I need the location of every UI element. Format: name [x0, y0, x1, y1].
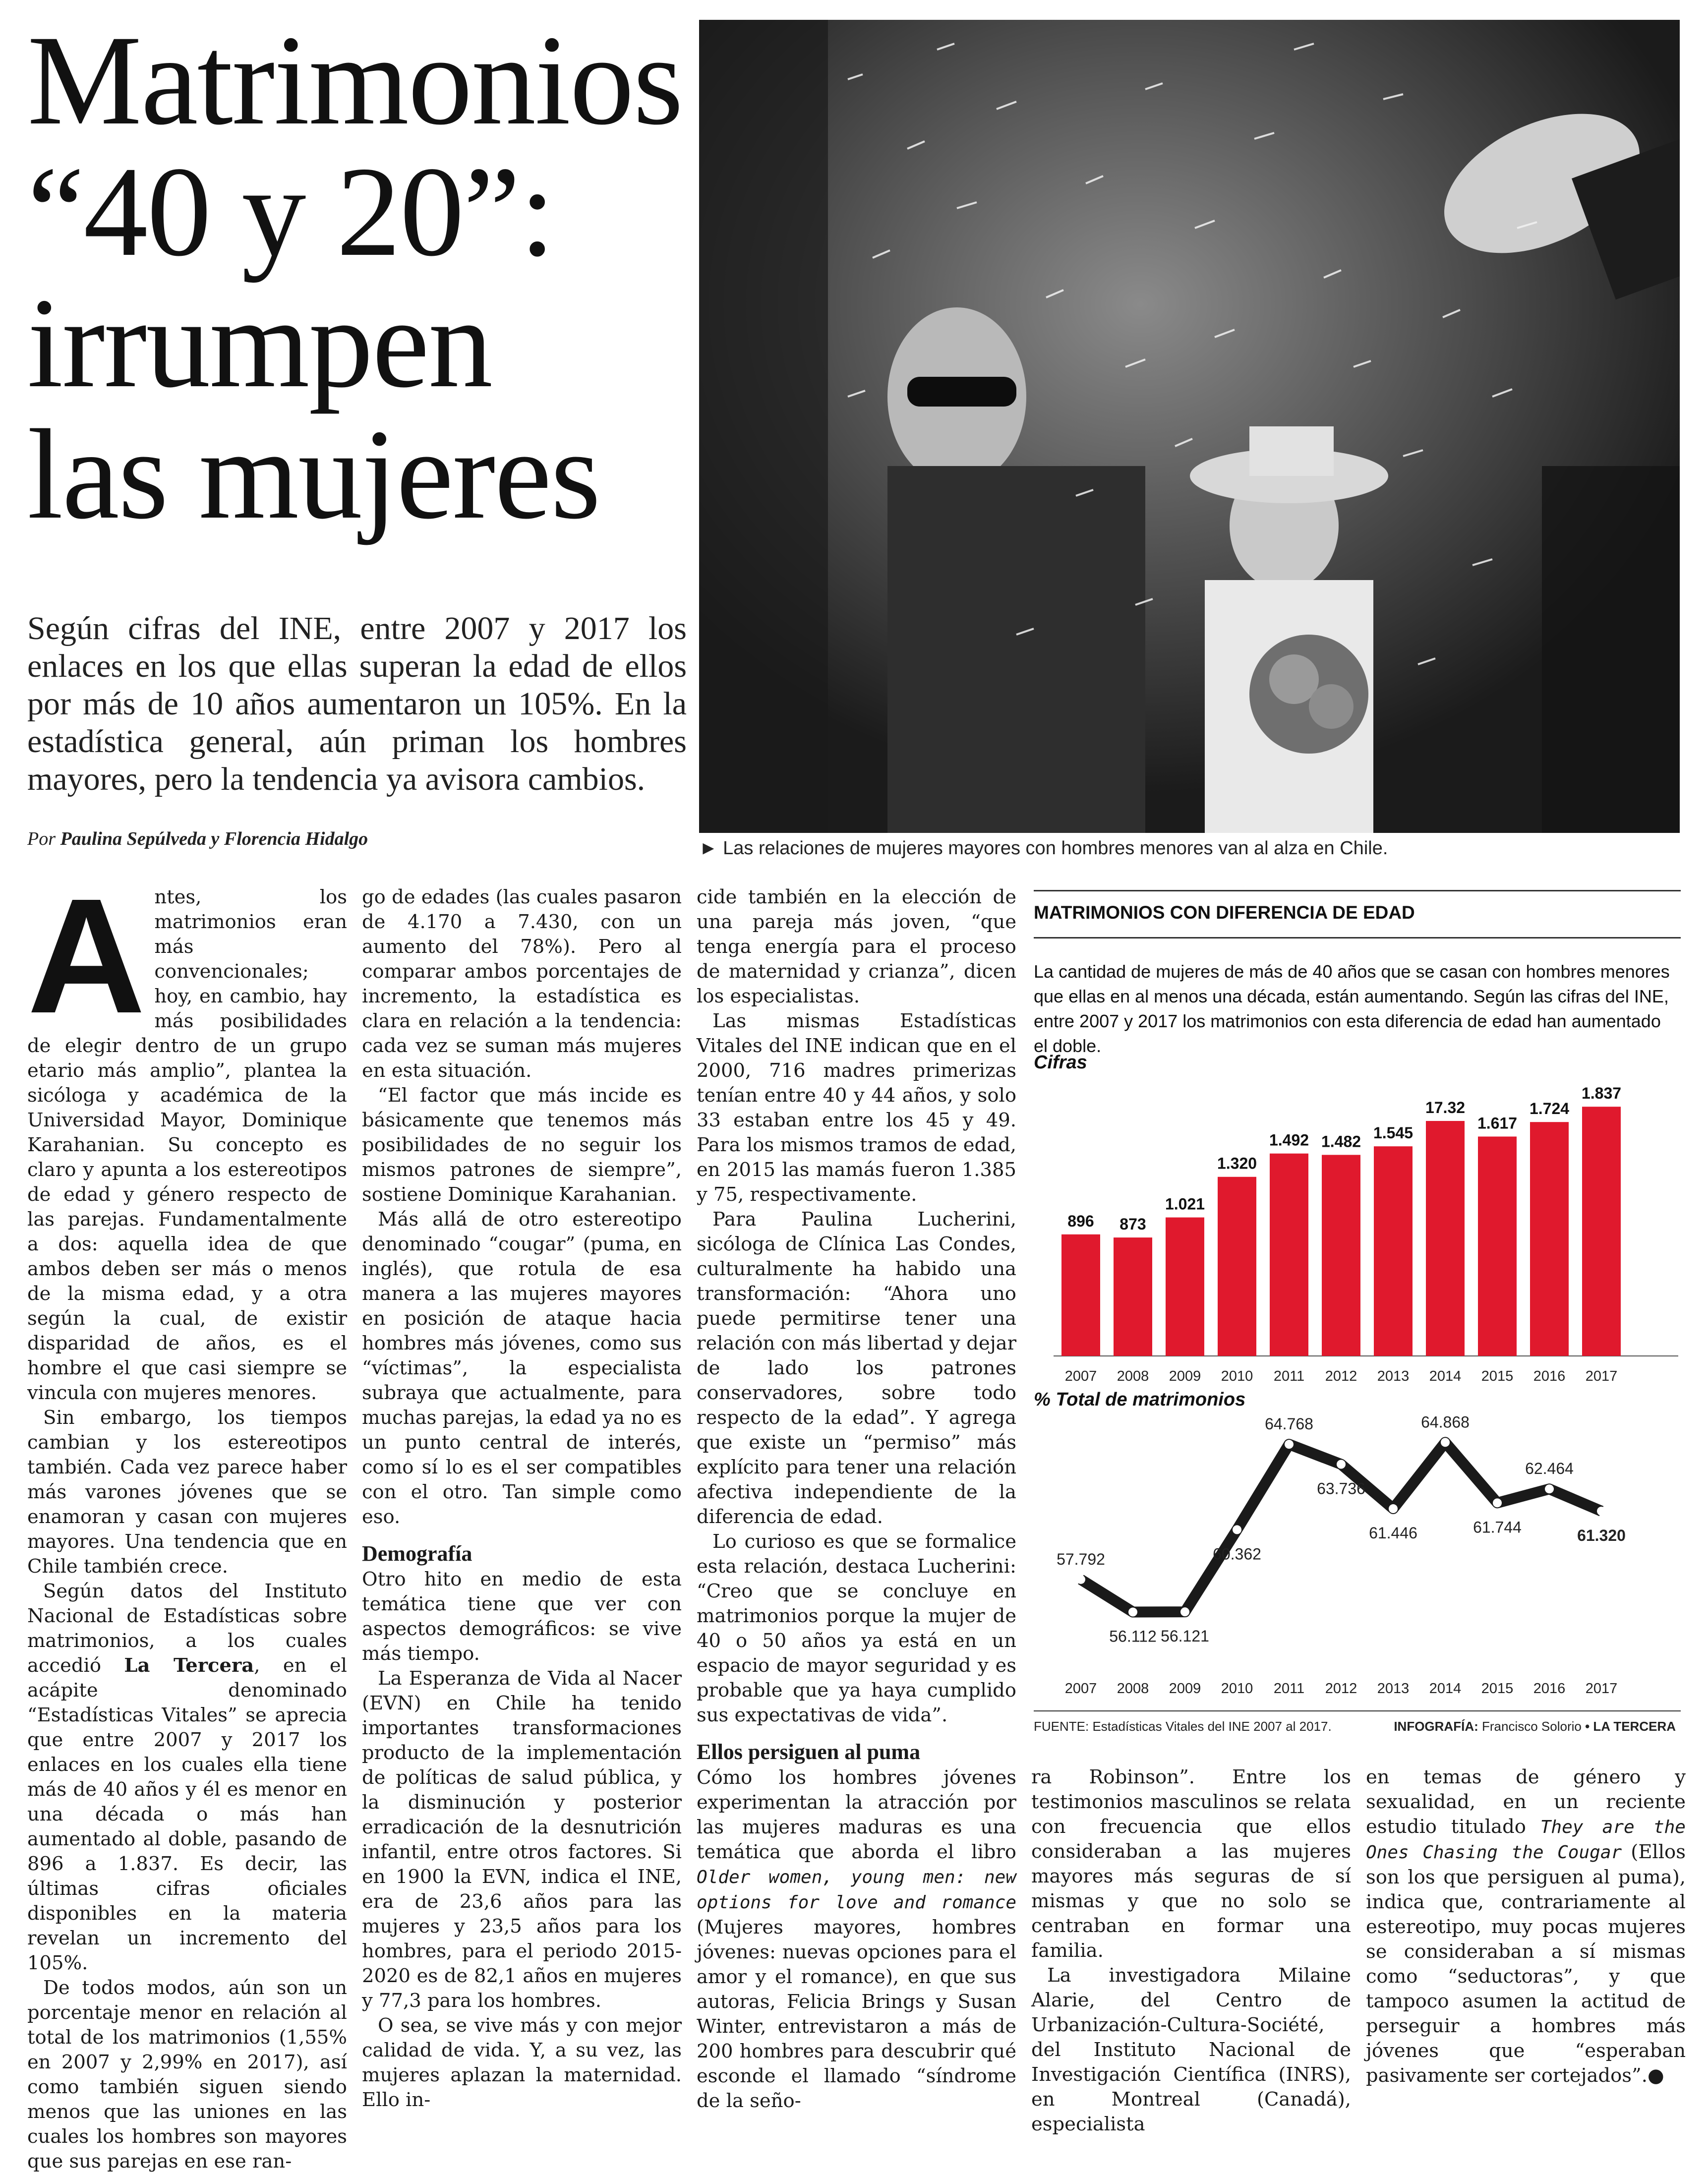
bar-x-tick-label: 2012	[1325, 1368, 1357, 1384]
paragraph: De todos modos, aún son un porcentaje menor en relación al total de los matrimonios (1,55% en 2007 y 2,99% en 2017), así como también siguen siendo menos que las uniones en las cuales los hombres son mayores que sus parejas en ese ran-	[27, 1977, 347, 2173]
bar-x-tick-label: 2017	[1585, 1368, 1618, 1384]
paragraph-text: Según datos del Instituto Nacional de Estadísticas sobre matrimonios, a los cuales accedió	[27, 1580, 347, 1677]
line-x-tick-label: 2012	[1325, 1681, 1357, 1697]
infographic-title: MATRIMONIOS CON DIFERENCIA DE EDAD	[1034, 902, 1415, 923]
infographic-source	[1034, 1719, 1332, 1734]
body-column-2	[362, 885, 682, 2113]
paragraph: Las mismas Estadísticas Vitales del INE indican que en el 2000, 716 madres primerizas tenían entre 40 y 44 años, y solo 33 estaban entre los 45 y 49. Para los mismos tramos de edad, en 2015 las mamás fueron 1.385 y 75, respectivamente.	[697, 1010, 1016, 1206]
bar-x-tick-label: 2015	[1481, 1368, 1514, 1384]
bar-2014	[1426, 1121, 1465, 1356]
line-point-2012	[1337, 1460, 1346, 1469]
headline	[27, 9, 683, 546]
end-mark: ●	[1647, 2064, 1664, 2087]
bar-value-label: 1.724	[1529, 1100, 1570, 1118]
bar-chart-title: Cifras	[1034, 1054, 1087, 1073]
line-value-label: 63.736	[1317, 1479, 1365, 1498]
infographic	[1034, 890, 1681, 1743]
line-value-label: 57.792	[1057, 1550, 1105, 1568]
bar-2011	[1270, 1154, 1308, 1356]
bar-value-label: 17.32	[1425, 1098, 1466, 1116]
wedding-photo-illustration	[699, 20, 1680, 833]
line-value-label: 56.121	[1161, 1627, 1209, 1645]
line-value-label: 62.464	[1525, 1460, 1574, 1478]
paragraph-text: Cómo los hombres jóvenes experimentan la atracción por las mujeres maduras es una temática que aborda el libro	[697, 1766, 1016, 1863]
headline-line: Matrimonios	[27, 9, 683, 152]
line-point-2013	[1389, 1504, 1398, 1513]
body-column-3	[697, 885, 1016, 2114]
paragraph-text: (Mujeres mayores, hombres jóvenes: nuevas opciones para el amor y el romance), en que sus autoras, Felicia Brings y Susan Winter, entrevistaron a más de 200 hombres para descubrir qué esconde el llamado “síndrome de la seño-	[697, 1916, 1016, 2112]
paragraph-text: ntes, los matrimonios eran más convencionales; hoy, en cambio, hay más posibilidades de elegir dentro de un grupo etario más amplio”, plantea la sicóloga y académica de la Universidad Mayor, Dominique Karahanian. Su concepto es claro y apunta a los estereotipos de edad y género respecto de las parejas. Fundamentalmente a dos: aquella idea de que ambos deben ser más o menos de la misma edad, y a otra según la cual, de existir disparidad de años, es el hombre el que casi siempre se vincula con mujeres menores.	[27, 886, 347, 1404]
newspaper-name: La Tercera	[124, 1654, 254, 1677]
line-x-tick-label: 2015	[1481, 1681, 1514, 1697]
infographic-title-rule	[1034, 937, 1681, 939]
bar-2008	[1114, 1237, 1152, 1356]
paragraph-text: , en el acápite denominado “Estadísticas Vitales” se aprecia que entre 2007 y 2017 los enlaces en los cuales ella tiene más de 40 años y él es menor en una década o más han aumentado al doble, pasando de 896 a 1.837. Es decir, las últimas cifras oficiales disponibles en la materia revelan un incremento del 105%.	[27, 1654, 347, 1974]
infographic-description: La cantidad de mujeres de más de 40 años que se casan con hombres menores que ellas en al menos una década, están aumentando. Según las cifras del INE, entre 2007 y 2017 los matrimonios con esta diferencia de edad han aumentado el doble.	[1034, 961, 1670, 1056]
paragraph: “El factor que más incide es básicamente que tenemos más posibilidades de no seguir los mismos patrones de siempre”, sostiene Dominique Karahanian.	[362, 1084, 682, 1206]
line-value-label: 56.112	[1109, 1627, 1157, 1645]
line-point-2014	[1441, 1438, 1450, 1447]
byline	[27, 828, 687, 850]
paragraph: O sea, se vive más y con mejor calidad de vida. Y, a su vez, las mujeres aplazan la maternidad. Ello in-	[362, 2014, 682, 2111]
bar-value-label: 1.492	[1269, 1131, 1309, 1149]
bar-value-label: 896	[1067, 1212, 1094, 1230]
line-value-label: 61.320	[1577, 1526, 1626, 1544]
bar-2016	[1530, 1122, 1569, 1356]
paragraph: Sin embargo, los tiempos cambian y los estereotipos también. Cada vez parece haber más varones jóvenes que se enamoran y casan con mujeres mayores. Una tendencia que en Chile también crece.	[27, 1407, 347, 1578]
book-title: Older women, young men: new options for love and romance	[697, 1867, 1016, 1913]
bar-x-tick-label: 2009	[1169, 1368, 1201, 1384]
line-point-2007	[1076, 1575, 1085, 1584]
paragraph: Lo curioso es que se formalice esta relación, destaca Lucherini: “Creo que se concluye en matrimonios porque la mujer de 40 o 50 años ya está en un espacio de mayor seguridad y es probable que ya haya cumplido sus expectativas de vida”.	[697, 1530, 1016, 1726]
paragraph: ra Robinson”. Entre los testimonios masculinos se relata con frecuencia que ellos consideraban a las mujeres mayores más seguras de sí mismas y que no solo se centraban en formar una familia.	[1031, 1766, 1351, 1962]
bar-value-label: 1.545	[1373, 1124, 1414, 1142]
photo-caption: ► Las relaciones de mujeres mayores con hombres menores van al alza en Chile.	[699, 838, 1388, 859]
bar-2015	[1478, 1136, 1517, 1356]
byline-authors: Paulina Sepúlveda y Florencia Hidalgo	[60, 828, 368, 849]
line-x-tick-label: 2007	[1064, 1681, 1097, 1697]
line-point-2011	[1285, 1440, 1294, 1449]
line-point-2016	[1545, 1484, 1554, 1493]
line-x-tick-label: 2014	[1429, 1681, 1462, 1697]
bar-2010	[1218, 1177, 1256, 1356]
headline-line: “40 y 20”:	[27, 140, 555, 283]
bar-x-tick-label: 2016	[1533, 1368, 1566, 1384]
bar-2007	[1061, 1234, 1100, 1356]
bar-x-tick-label: 2014	[1429, 1368, 1462, 1384]
bar-x-tick-label: 2007	[1064, 1368, 1097, 1384]
infographic-top-rule	[1034, 890, 1681, 891]
paragraph: Más allá de otro estereotipo denominado “cougar” (puma, en inglés), que rotula de esa manera a las mujeres mayores en posición de ataque hacia hombres más jóvenes, como sus “víctimas”, la especialista subraya que actualmente, para muchas parejas, la edad ya no es un punto central de interés, como sí lo es el ser compatibles con el otro. Tan simple como eso.	[362, 1208, 682, 1528]
line-x-tick-label: 2009	[1169, 1681, 1201, 1697]
paragraph-text: (Ellos son los que persiguen al puma), indica que, contrariamente al estereotipo, muy pocas mujeres se consideraban a sí mismas como “seductoras”, y que tampoco asumen la actitud de perseguir a hombres más jóvenes que “esperaban pasivamente ser cortejados”.	[1366, 1841, 1686, 2087]
line-point-2015	[1493, 1498, 1502, 1507]
line-value-label: 60.362	[1213, 1545, 1261, 1563]
subheading: Demografía	[362, 1541, 472, 1566]
line-x-tick-label: 2016	[1533, 1681, 1566, 1697]
body-column-5	[1366, 1765, 1686, 2088]
line-x-tick-label: 2017	[1585, 1681, 1618, 1697]
body-column-4	[1031, 1765, 1351, 2137]
infographic-charts	[1034, 1054, 1681, 1708]
paragraph-text: en temas de género y sexualidad, en un reciente estudio titulado	[1366, 1766, 1686, 1838]
paragraph: La investigadora Milaine Alarie, del Centro de Urbanización-Cultura-Société, del Instituto Nacional de Investigación Científica (INRS), en Montreal (Canadá), especialista	[1031, 1964, 1351, 2135]
infographic-credit	[1394, 1719, 1676, 1734]
line-x-tick-label: 2008	[1117, 1681, 1149, 1697]
credit-label: INFOGRAFÍA:	[1394, 1719, 1478, 1734]
line-chart-title: % Total de matrimonios	[1034, 1389, 1246, 1410]
bar-2009	[1166, 1218, 1204, 1356]
body-column-1	[27, 864, 347, 2174]
source-label: FUENTE:	[1034, 1719, 1089, 1734]
bar-x-tick-label: 2008	[1117, 1368, 1149, 1384]
study-title: They are the Ones Chasing the Cougar	[1366, 1817, 1686, 1863]
bar-x-tick-label: 2011	[1273, 1368, 1305, 1384]
drop-cap: A	[27, 864, 146, 1047]
line-point-2009	[1180, 1607, 1189, 1616]
line-point-2017	[1597, 1507, 1606, 1516]
bar-value-label: 1.617	[1477, 1114, 1518, 1132]
line-point-2008	[1128, 1608, 1137, 1617]
paragraph	[27, 864, 347, 1406]
paragraph: Para Paulina Lucherini, sicóloga de Clínica Las Condes, culturalmente ha habido una transformación: “Ahora uno puede permitirse tener una relación con más libertad y dejar de lado los patrones conservadores, sobre todo respecto de la edad”. Y agrega que existe un “permiso” más explícito para tener una relación afectiva independiente de la diferencia de edad.	[697, 1208, 1016, 1528]
paragraph: cide también en la elección de una pareja más joven, “que tenga energía para el proceso de maternidad y crianza”, dicen los especialistas.	[697, 886, 1016, 1007]
wedding-photo	[699, 20, 1680, 833]
bar-2017	[1582, 1107, 1621, 1356]
line-x-tick-label: 2013	[1377, 1681, 1410, 1697]
paragraph: Otro hito en medio de esta temática tiene que ver con aspectos demográficos: se vive más tiempo.	[362, 1568, 682, 1665]
headline-line: irrumpen	[27, 272, 492, 414]
line-value-label: 61.744	[1473, 1518, 1522, 1536]
bar-x-tick-label: 2010	[1221, 1368, 1253, 1384]
bar-value-label: 1.320	[1217, 1154, 1257, 1173]
credit-paper: • LA TERCERA	[1585, 1719, 1676, 1734]
dek: Según cifras del INE, entre 2007 y 2017 los enlaces en los que ellas superan la edad de ellos por más de 10 años aumentaron un 105%. En la estadística general, aún priman los hombres mayores, pero la tendencia ya avisora cambios.	[27, 610, 687, 797]
paragraph: La Esperanza de Vida al Nacer (EVN) en Chile ha tenido importantes transformaciones producto de la implementación de políticas de salud pública, y la disminución y posterior erradicación de la desnutrición infantil, entre otros factores. Si en 1900 la EVN, indica el INE, era de 23,6 años para las mujeres y 23,5 años para los hombres, para el periodo 2015-2020 es de 82,1 años en mujeres y 77,3 para los hombres.	[362, 1667, 682, 2012]
line-value-label: 64.768	[1265, 1415, 1313, 1433]
bar-2012	[1322, 1155, 1360, 1356]
headline-line: las mujeres	[27, 403, 600, 546]
bar-2013	[1374, 1146, 1413, 1356]
bar-value-label: 1.021	[1165, 1195, 1205, 1213]
paragraph	[27, 1579, 347, 1976]
byline-prefix: Por	[27, 828, 56, 849]
line-x-tick-label: 2011	[1273, 1681, 1305, 1697]
bar-value-label: 1.837	[1581, 1084, 1622, 1103]
subheading: Ellos persiguen al puma	[697, 1740, 921, 1764]
paragraph	[1366, 1765, 1686, 2088]
bar-value-label: 873	[1119, 1215, 1146, 1234]
bar-value-label: 1.482	[1321, 1132, 1361, 1151]
credit-name: Francisco Solorio	[1481, 1719, 1582, 1734]
line-value-label: 61.446	[1369, 1524, 1417, 1542]
line-value-label: 64.868	[1421, 1413, 1470, 1431]
source-text: Estadísticas Vitales del INE 2007 al 2017.	[1092, 1719, 1332, 1734]
infographic-bottom-rule	[1034, 1710, 1681, 1711]
paragraph	[697, 1765, 1016, 2114]
bar-x-tick-label: 2013	[1377, 1368, 1410, 1384]
paragraph: go de edades (las cuales pasaron de 4.170 a 7.430, con un aumento del 78%). Pero al comparar ambos porcentajes de incremento, la estadística es clara en relación a la tendencia: cada vez se suman más mujeres en esta situación.	[362, 886, 682, 1082]
line-point-2010	[1233, 1525, 1241, 1534]
line-x-tick-label: 2010	[1221, 1681, 1253, 1697]
